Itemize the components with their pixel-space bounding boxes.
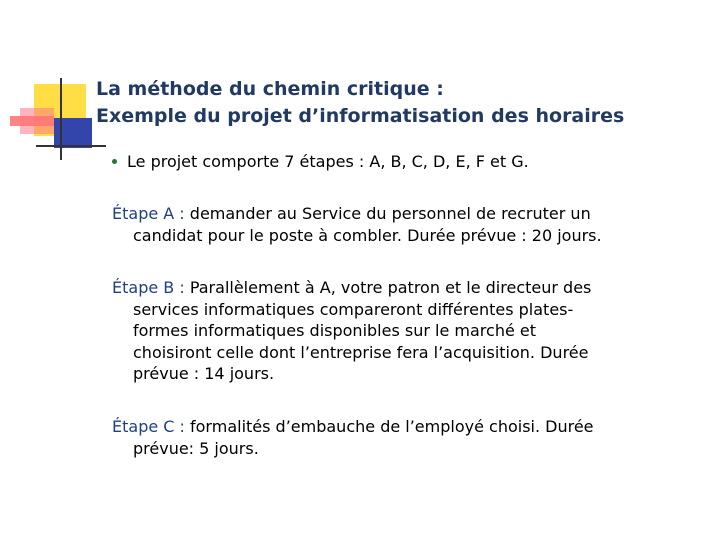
step-c-text-1: formalités d’embauche de l’employé choisi. Durée	[184, 417, 594, 436]
step-a-label: Étape A :	[112, 204, 185, 223]
bullet-text: Le projet comporte 7 étapes : A, B, C, D, E, F et G.	[127, 152, 529, 171]
title-line-2: Exemple du projet d’informatisation des horaires	[96, 105, 625, 127]
step-c-label: Étape C :	[112, 417, 185, 436]
bullet-item	[112, 150, 529, 174]
step-b-text-1: Parallèlement à A, votre patron et le directeur des	[184, 278, 592, 297]
step-b-label: Étape B :	[112, 278, 185, 297]
logo-vertical-line	[60, 78, 62, 160]
logo-horizontal-line	[36, 145, 106, 147]
logo-red-bar	[10, 116, 54, 126]
step-b-line-5: prévue : 14 jours.	[133, 364, 275, 383]
step-c-line-1	[112, 416, 672, 438]
step-b-line-2: services informatiques compareront différentes plates-	[133, 299, 574, 319]
step-b-line-1	[112, 277, 672, 299]
bullet-dot-icon	[112, 159, 117, 164]
step-b-line-4: choisiront celle dont l’entreprise fera l’acquisition. Durée	[133, 342, 589, 362]
step-a-line-1	[112, 203, 672, 225]
step-a	[112, 203, 672, 246]
slide-title	[96, 76, 624, 130]
step-b-line-3: formes informatiques disponibles sur le marché et	[133, 321, 536, 340]
step-c-line-2: prévue: 5 jours.	[133, 438, 259, 458]
step-c	[112, 416, 672, 459]
title-line-1: La méthode du chemin critique :	[96, 78, 444, 100]
step-a-line-2: candidat pour le poste à combler. Durée prévue : 20 jours.	[133, 225, 602, 245]
step-a-text-1: demander au Service du personnel de recruter un	[184, 204, 591, 223]
step-b	[112, 277, 672, 385]
